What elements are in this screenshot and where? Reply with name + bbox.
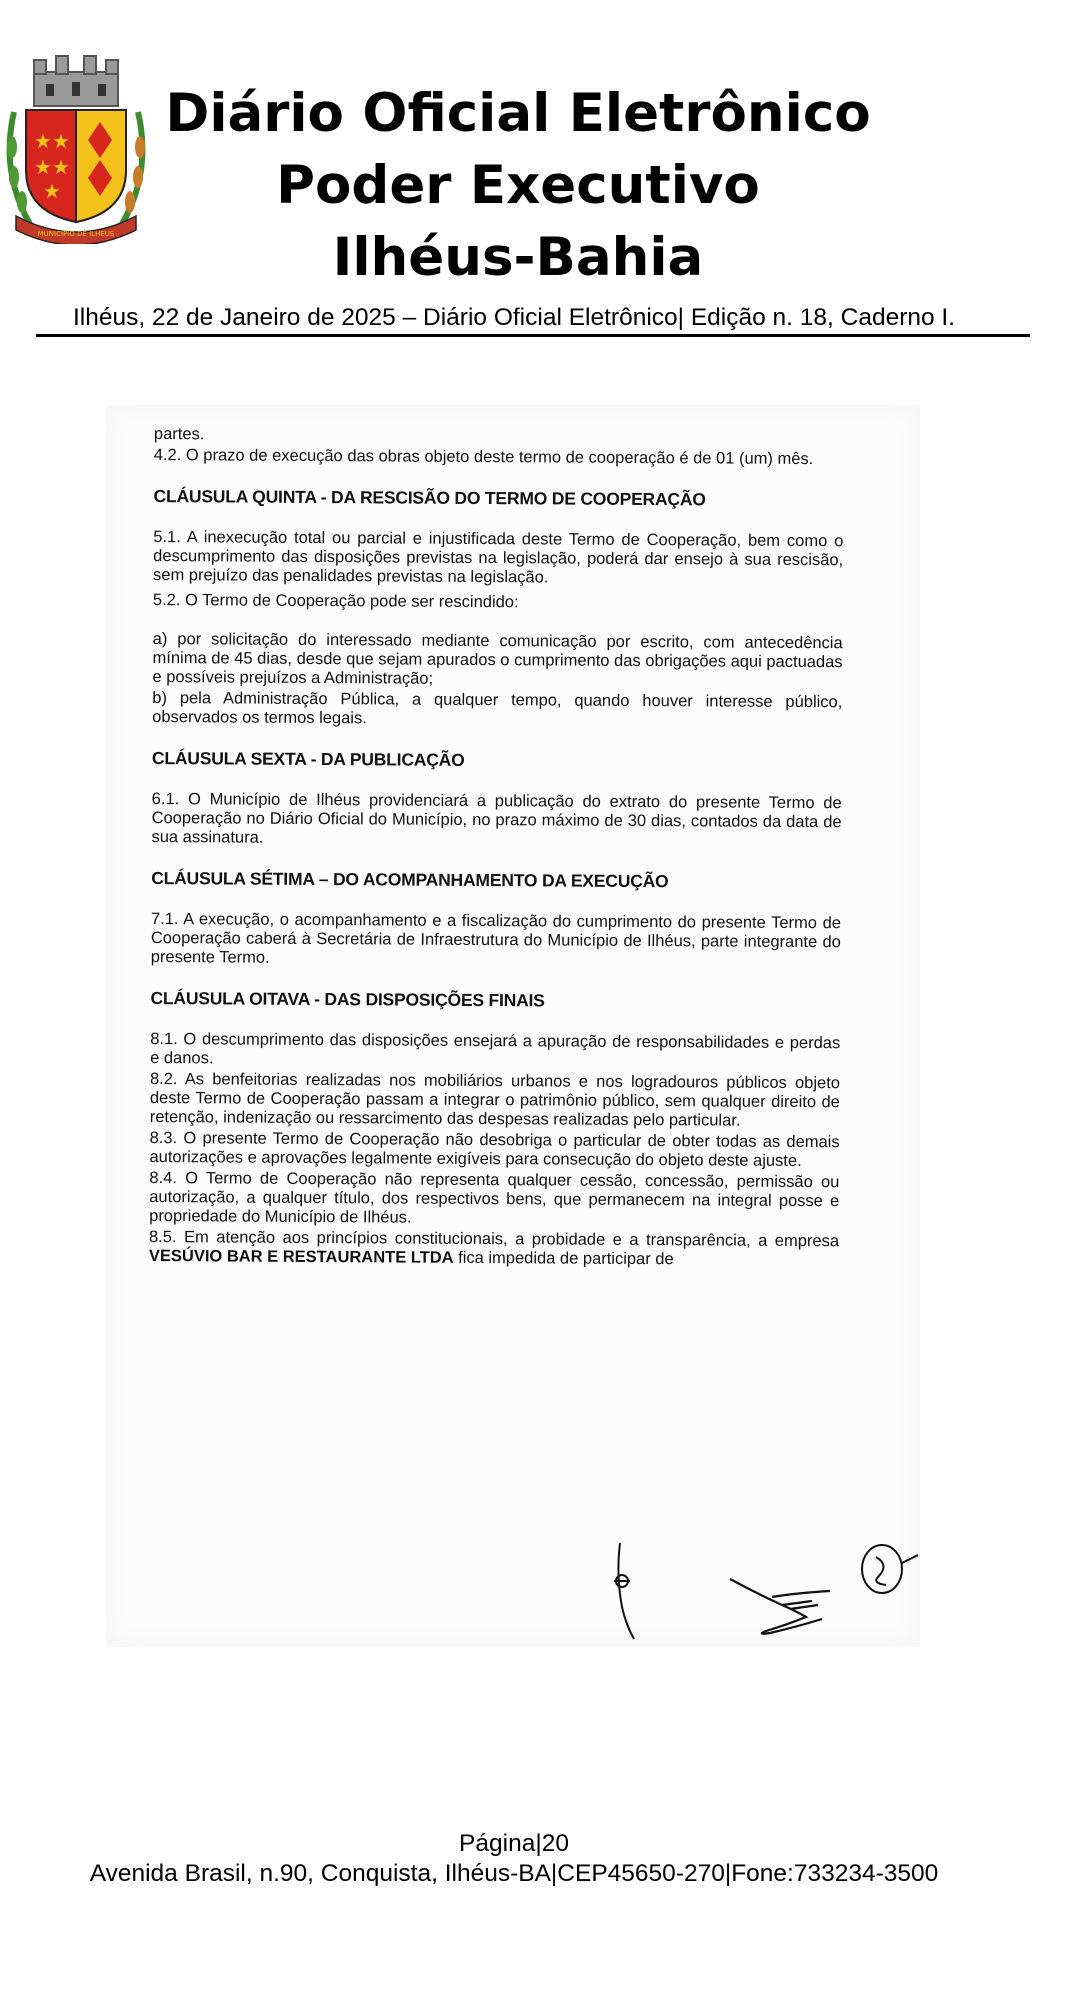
masthead-title xyxy=(130,78,906,294)
title-line-3: Ilhéus-Bahia xyxy=(332,227,704,288)
paragraph-5-2-b: b) pela Administração Pública, a qualquer tempo, quando houver interesse público, observados os termos legais. xyxy=(152,688,843,728)
heading-clausula-sexta: CLÁUSULA SEXTA - DA PUBLICAÇÃO xyxy=(151,747,465,770)
paragraph-8-2: 8.2. As benfeitorias realizadas nos mobiliários urbanos e nos logradouros públicos objeto deste Termo de Cooperação passam a integrar o patrimônio público, sem qualquer direito de retenção, indenização ou ressarcimento das despesas realizadas pelo particular. xyxy=(149,1069,841,1130)
paragraph-8-5-start: 8.5. Em atenção aos princípios constitucionais, a probidade e a transparência, a empresa xyxy=(148,1227,840,1251)
paragraph-5-1: 5.1. A inexecução total ou parcial e injustificada deste Termo de Cooperação, bem como o descumprimento das disposições previstas na legislação, poderá dar ensejo à sua rescisão, sem prejuízo das penalidades previstas na legislação. xyxy=(153,527,844,587)
svg-text:★: ★ xyxy=(34,155,52,179)
heading-clausula-oitava: CLÁUSULA OITAVA - DAS DISPOSIÇÕES FINAIS xyxy=(150,987,545,1011)
title-line-2: Poder Executivo xyxy=(276,155,760,216)
paragraph-partes: partes. xyxy=(153,425,205,444)
paragraph-8-4: 8.4. O Termo de Cooperação não representa qualquer cessão, concessão, permissão ou autorização, a qualquer título, dos respectivos bens, que permanecem na integral posse e propriedade do Município de Ilhéus. xyxy=(149,1168,840,1227)
page-number: Página|20 xyxy=(459,1830,569,1857)
paragraph-5-2: 5.2. O Termo de Cooperação pode ser rescindido: xyxy=(152,590,519,612)
signatures xyxy=(106,1535,920,1647)
svg-text:★: ★ xyxy=(43,179,61,203)
signature-1 xyxy=(614,1543,634,1639)
edition-dateline: Ilhéus, 22 de Janeiro de 2025 – Diário Oficial Eletrônico| Edição n. 18, Caderno I. xyxy=(72,304,956,331)
paragraph-8-3: 8.3. O presente Termo de Cooperação não desobriga o particular de obter todas as demais autorizações e aprovações legalmente exigíveis para consecução do objeto deste ajuste. xyxy=(149,1128,840,1170)
signature-3 xyxy=(862,1545,918,1593)
paragraph-5-2-a: a) por solicitação do interessado mediante comunicação por escrito, com antecedência mínima de 45 dias, desde que sejam apurados o cumprimento das obrigações aqui pactuadas e possíveis prejuízos a Administração; xyxy=(152,629,843,688)
heading-clausula-setima: CLÁUSULA SÉTIMA – DO ACOMPANHAMENTO DA EXECUÇÃO xyxy=(151,867,669,892)
paragraph-8-5-end: fica impedida de participar de xyxy=(453,1248,674,1269)
svg-text:★: ★ xyxy=(34,129,52,153)
signature-2 xyxy=(730,1579,830,1634)
paragraph-6-1: 6.1. O Município de Ilhéus providenciará a publicação do extrato do presente Termo de Cooperação no Diário Oficial do Município, no prazo máximo de 30 dias, contados da data de sua assinatura. xyxy=(151,789,842,847)
title-line-1: Diário Oficial Eletrônico xyxy=(165,83,871,144)
paragraph-8-1: 8.1. O descumprimento das disposições ensejará a apuração de responsabilidades e perdas e danos. xyxy=(150,1029,841,1068)
paragraph-8-5 xyxy=(149,1228,839,1270)
heading-clausula-quinta: CLÁUSULA QUINTA - DA RESCISÃO DO TERMO DE COOPERAÇÃO xyxy=(153,485,706,510)
paragraph-4-2: 4.2. O prazo de execução das obras objeto deste termo de cooperação é de 01 (um) mês. xyxy=(153,445,814,469)
crest-banner-text: MUNICIPIO DE ILHEUS xyxy=(37,230,115,238)
paragraph-7-1: 7.1. A execução, o acompanhamento e a fiscalização do cumprimento do presente Termo de Cooperação caberá à Secretária de Infraestrutura do Município de Ilhéus, parte integrante do presente Termo. xyxy=(150,909,842,967)
svg-text:★: ★ xyxy=(52,155,70,179)
svg-text:★: ★ xyxy=(52,129,70,153)
scanned-document-page xyxy=(106,405,920,1647)
header-divider xyxy=(36,334,1030,337)
document-body xyxy=(149,425,844,1276)
footer-address: Avenida Brasil, n.90, Conquista, Ilhéus-BA|CEP45650-270|Fone:733234-3500 xyxy=(89,1860,939,1887)
company-name: VESÚVIO BAR E RESTAURANTE LTDA xyxy=(148,1246,454,1267)
